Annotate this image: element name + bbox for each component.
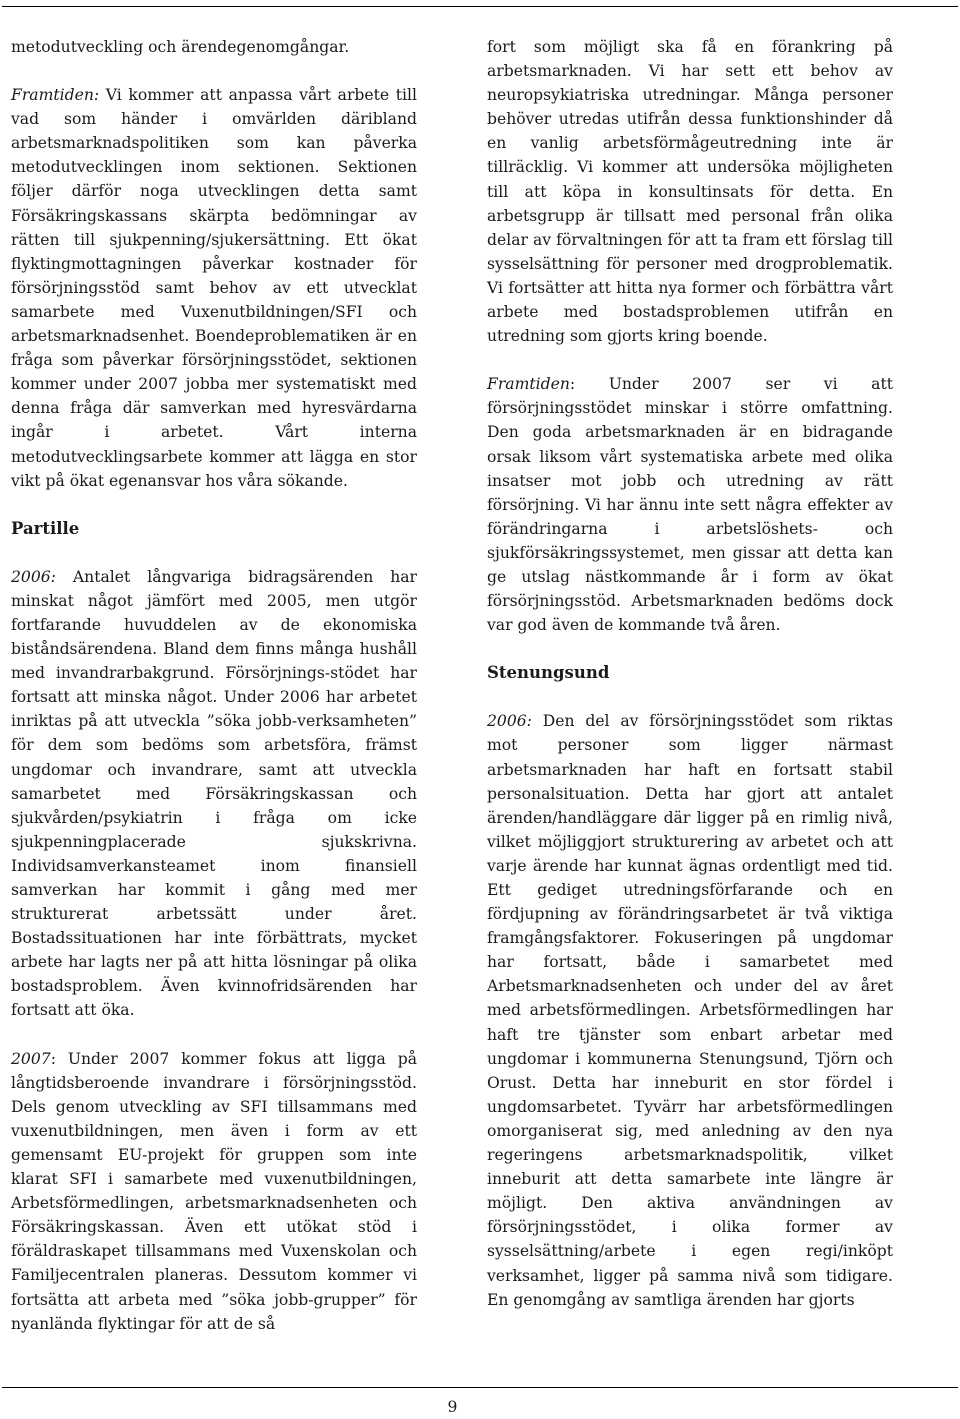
partille-2007-paragraph <box>11 1047 417 1336</box>
partille-2006-text: Antalet långvariga bidragsärenden har minskat något jämfört med 2005, men utgör fortfarande huvuddelen av de ekonomiska biståndsärendena. Bland dem finns många hushåll med invandrarbakgrund. Försörjnings-stödet har fortsatt att minska något. Under 2006 har arbetet inriktas på att utveckla ”söka jobb-verksamheten” för dem som bedöms som arbetsföra, främst ungdomar och invandrare, samt att utveckla samarbetet med Försäkringskassan och sjukvården/psykiatrin i fråga om icke sjukpenningplacerade sjukskrivna. Individsamverkansteamet inom finansiell samverkan har kommit i gång med mer strukturerat arbetssätt under året. Bostadssituationen har inte förbättrats, mycket arbete har lagts ner på att hitta lösningar på olika bostadsproblem. Även kvinnofridsärenden har fortsatt att öka. <box>11 567 417 1020</box>
left-column <box>11 35 417 1360</box>
stenungsund-2006-paragraph <box>487 709 893 1311</box>
section-heading-partille: Partille <box>11 518 80 538</box>
right-column <box>487 35 893 1336</box>
partille-2007-label: 2007 <box>11 1049 51 1068</box>
partille-2006-paragraph <box>11 565 417 1023</box>
partille-2006-label: 2006: <box>11 567 56 586</box>
left-framtiden-label: Framtiden: <box>11 86 100 105</box>
top-rule <box>2 6 958 7</box>
left-paragraph-1: metodutveckling och ärendegenomgångar. <box>11 38 350 56</box>
stenungsund-2006-label: 2006: <box>487 712 532 731</box>
left-paragraph-framtiden <box>11 83 417 493</box>
partille-2007-text: : Under 2007 kommer fokus att ligga på långtidsberoende invandrare i försörjningsstöd. Dels genom utveckling av SFI tillsammans med vuxenutbildningen, men även i form av ett gemensamt EU-projekt för gruppen som inte klarat SFI i samarbete med vuxenutbildningen, Arbetsförmedlingen, arbetsmarknadsenheten och Försäkringskassan. Även ett utökat stöd i föräldraskapet tillsammans med Vuxenskolan och Familjecentralen planeras. Dessutom kommer vi fortsätta att arbeta med ”söka jobb-grupper” för nyanlända flyktingar för att de så <box>11 1049 417 1333</box>
right-framtiden-label: Framtiden <box>487 375 570 394</box>
right-framtiden-text: : Under 2007 ser vi att försörjningsstödet minskar i större omfattning. Den goda arbetsmarknaden är en bidragande orsak liksom vårt systematiska arbete med olika insatser mot jobb och utredning av rätt försörjning. Vi har ännu inte sett några effekter av förändringarna i arbetslöshets- och sjukförsäkringssystemet, men gissar att detta kan ge utslag nästkommande år i form av ökat försörjningsstöd. Arbetsmarknaden bedöms dock var god även de kommande två åren. <box>487 375 893 635</box>
page-number: 9 <box>447 1398 458 1416</box>
left-framtiden-text: Vi kommer att anpassa vårt arbete till vad som händer i omvärlden däribland arbetsmarknadspolitiken som kan påverka metodutvecklingen inom sektionen. Sektionen följer därför noga utvecklingen detta samt Försäkringskassans skärpta bedömningar av rätten till sjukpenning/sjukersättning. Ett ökat flyktingmottagningen påverkar kostnader för försörjningsstöd samt behov av ett utvecklat samarbete med Vuxenutbildningen/SFI och arbetsmarknadsenhet. Boendeproblematiken är en fråga som påverkar försörjningsstödet, sektionen kommer under 2007 jobba mer systematiskt med denna fråga där samverkan med hyresvärdarna ingår i arbetet. Vårt interna metodutvecklingsarbete kommer att lägga en stor vikt på ökat egenansvar hos våra sökande. <box>11 86 417 490</box>
bottom-rule <box>2 1387 958 1388</box>
stenungsund-2006-text: Den del av försörjningsstödet som riktas mot personer som ligger närmast arbetsmarknaden har haft en fortsatt stabil personalsituation. Detta har gjort att antalet ärenden/handläggare där ligger på en rimlig nivå, vilket möjliggjort strukturering av arbetet och att varje ärende har kunnat ägnas ordentligt med tid. Ett gediget utredningsförfarande och en fördjupning av förändringsarbetet är två viktiga framgångsfaktorer. Fokuseringen på ungdomar har fortsatt, både i samarbetet med Arbetsmarknadsenheten och under del av året med arbetsförmedlingen. Arbetsförmedlingen har haft tre tjänster som enbart arbetar med ungdomar i kommunerna Stenungsund, Tjörn och Orust. Detta har inneburit en stor fördel i ungdomsarbetet. Tyvärr har arbetsförmedlingen omorganiserat sig, med anledning av den nya regeringens arbetsmarknadspolitik, vilket inneburit att detta samarbete inte längre är möjligt. Den aktiva användningen av försörjningsstödet, i olika former av sysselsättning/arbete i egen regi/inköpt verksamhet, ligger på samma nivå som tidigare. En genomgång av samtliga ärenden har gjorts <box>487 712 893 1309</box>
right-paragraph-framtiden <box>487 372 893 637</box>
right-paragraph-1: fort som möjligt ska få en förankring på arbetsmarknaden. Vi har sett ett behov av neuropsykiatriska utredningar. Många personer behöver utredas utifrån dessa funktionshinder då en vanlig arbetsförmågeutredning inte är tillräcklig. Vi kommer att undersöka möjligheten till att köpa in konsultinsats för detta. En arbetsgrupp är tillsatt med personal från olika delar av förvaltningen för att ta fram ett förslag till sysselsättning för personer med drogproblematik. Vi fortsätter att hitta nya former och förbättra vårt arbete med bostadsproblemen utifrån en utredning som gjorts kring boende. <box>487 38 893 346</box>
section-heading-stenungsund: Stenungsund <box>487 663 610 683</box>
